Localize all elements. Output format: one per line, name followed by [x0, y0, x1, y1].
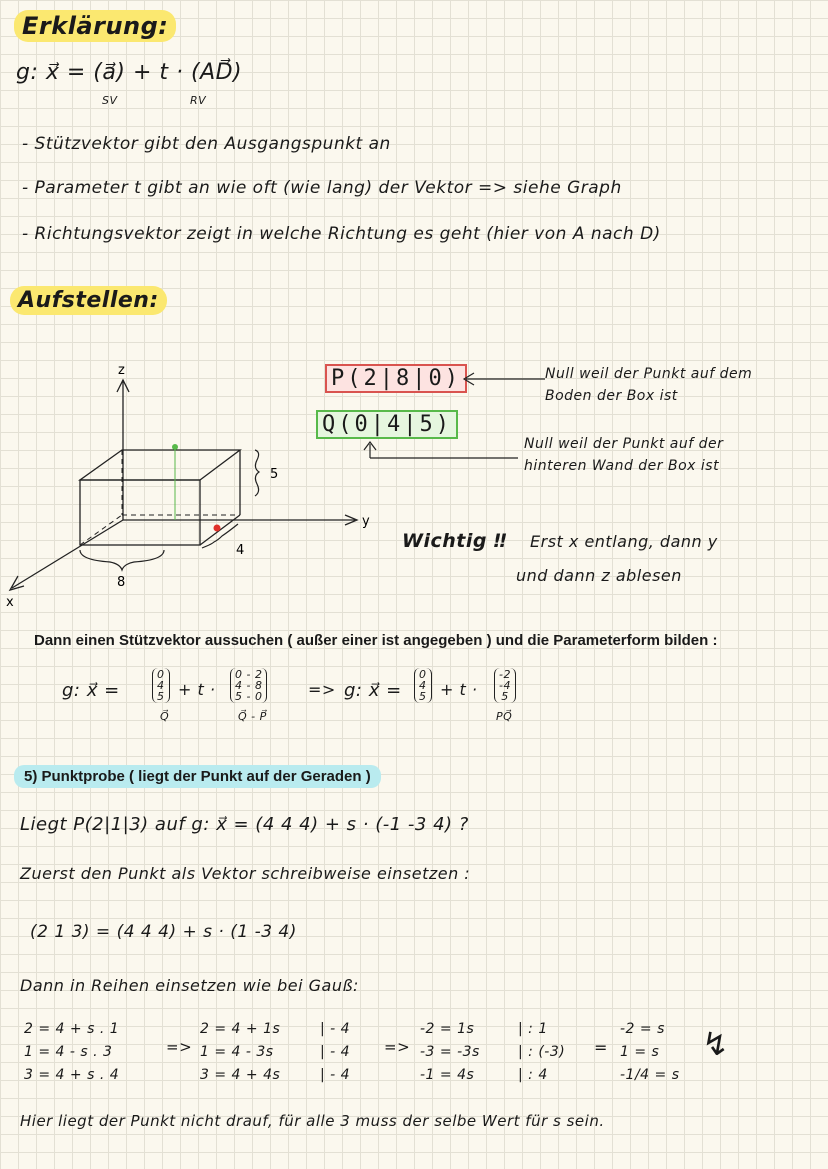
- label-rv: RV: [190, 94, 207, 107]
- vector-q-result: 0 4 5: [414, 668, 432, 703]
- y-axis-label: y: [362, 514, 370, 529]
- step1-text: Zuerst den Punkt als Vektor schreibweise einsetzen :: [20, 864, 471, 883]
- x-axis: [12, 520, 126, 590]
- vector-difference: 0 - 2 4 - 8 5 - 0: [230, 668, 267, 703]
- bullet-richtungsvektor: - Richtungsvektor zeigt in welche Richtung es geht (hier von A nach D): [22, 224, 661, 244]
- gauss-column-1: 2 = 4 + s . 1 1 = 4 - s . 3 3 = 4 + s . 4: [24, 1021, 120, 1083]
- gauss-equals: =: [594, 1038, 608, 1057]
- label-q-minus-p: Q⃗ - P⃗: [238, 710, 267, 723]
- dim-label-5: 5: [270, 467, 279, 482]
- step2-text: Dann in Reihen einsetzen wie bei Gauß:: [20, 976, 359, 995]
- note-q-line2: hinteren Wand der Box ist: [524, 458, 720, 474]
- annotation-arrow-q: [360, 440, 520, 470]
- brace-width: [80, 550, 164, 570]
- exclamation-icon: ‼: [486, 530, 507, 552]
- important-line2: und dann z ablesen: [516, 566, 682, 585]
- question-line: Liegt P(2|1|3) auf g: x⃗ = (4 4 4) + s · (-1 -3 4) ?: [20, 814, 469, 835]
- box-top-face: [80, 450, 240, 480]
- label-q: Q⃗: [160, 710, 170, 723]
- note-p-line1: Null weil der Punkt auf dem: [545, 366, 753, 382]
- x-axis-label: x: [6, 595, 14, 610]
- param-arrow: =>: [308, 680, 336, 699]
- z-axis-label: z: [118, 363, 125, 378]
- gauss-column-4: -2 = s 1 = s -1/4 = s: [620, 1021, 680, 1083]
- bullet-parameter: - Parameter t gibt an wie oft (wie lang) der Vektor => siehe Graph: [22, 178, 622, 198]
- point-p-box: P(2|8|0): [325, 364, 467, 393]
- param-plus-t: + t ·: [178, 680, 216, 699]
- gauss-ops-2: | - 4 | - 4 | - 4: [320, 1021, 351, 1083]
- param-plus-t-result: + t ·: [440, 680, 478, 699]
- dim-label-8: 8: [117, 575, 126, 590]
- section-title-erklaerung: Erklärung:: [14, 12, 176, 40]
- gauss-arrow-2: =>: [384, 1038, 411, 1056]
- note-p-line2: Boden der Box ist: [545, 388, 678, 404]
- section-title-punktprobe: 5) Punktprobe ( liegt der Punkt auf der Geraden ): [14, 766, 381, 785]
- instruction-text: Dann einen Stützvektor aussuchen ( außer einer ist angegeben ) und die Parameterform bilden :: [34, 632, 718, 649]
- box-hidden-depth: [80, 515, 122, 545]
- contradiction-lightning-icon: ↯: [702, 1025, 729, 1063]
- label-pq: PQ⃗: [496, 710, 513, 723]
- vector-q: 0 4 5: [152, 668, 170, 703]
- equation-vector: (2 1 3) = (4 4 4) + s · (1 -3 4): [30, 922, 297, 942]
- gauss-ops-3: | : 1 | : (-3) | : 4: [518, 1021, 566, 1083]
- param-prefix: g: x⃗ =: [62, 680, 120, 701]
- line-formula: g: x⃗ = (a⃗) + t · (AD⃗): [16, 60, 243, 85]
- gauss-column-3: -2 = 1s -3 = -3s -1 = 4s: [420, 1021, 480, 1083]
- point-q-marker: [172, 444, 178, 450]
- label-sv: SV: [102, 94, 118, 107]
- gauss-column-2: 2 = 4 + 1s 1 = 4 - 3s 3 = 4 + 4s: [200, 1021, 281, 1083]
- conclusion-text: Hier liegt der Punkt nicht drauf, für alle 3 muss der selbe Wert für s sein.: [20, 1112, 605, 1130]
- vector-pq: -2 -4 5: [494, 668, 516, 703]
- gauss-arrow-1: =>: [166, 1038, 193, 1056]
- dim-label-4: 4: [236, 543, 245, 558]
- point-p-marker: [214, 525, 221, 532]
- param-g: g: x⃗ =: [344, 680, 402, 701]
- brace-height: [255, 450, 259, 496]
- important-label: Wichtig ‼: [402, 530, 507, 552]
- point-q-box: Q(0|4|5): [316, 410, 458, 439]
- section-title-aufstellen: Aufstellen:: [10, 288, 167, 313]
- note-q-line1: Null weil der Punkt auf der: [524, 436, 724, 452]
- bullet-stuetzvektor: - Stützvektor gibt den Ausgangspunkt an: [22, 134, 391, 154]
- important-line1: Erst x entlang, dann y: [530, 532, 718, 551]
